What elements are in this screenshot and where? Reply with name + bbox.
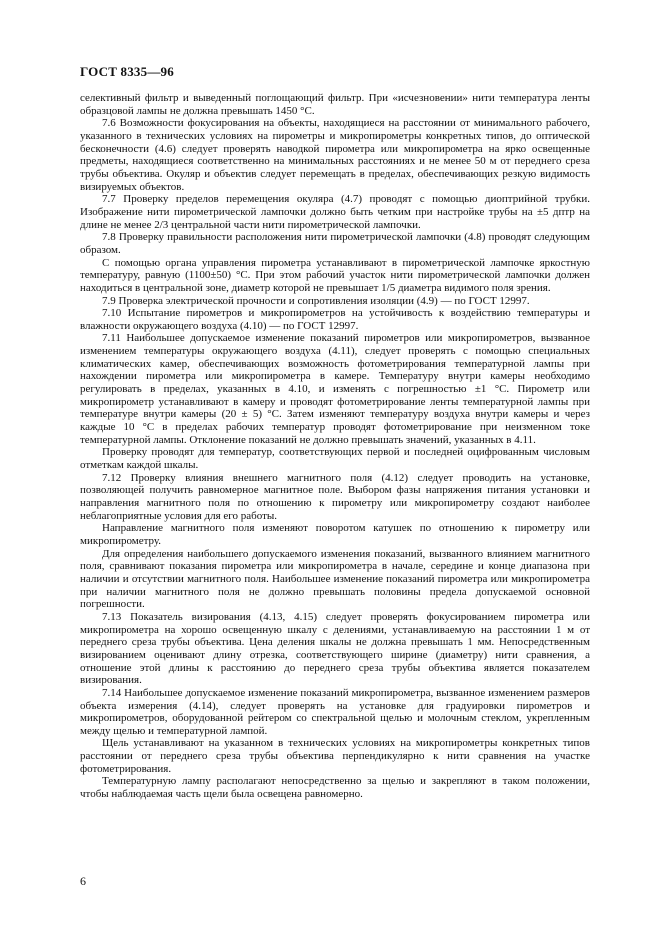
paragraph-7-11: 7.11 Наибольшее допускаемое изменение показаний пирометров или микропирометров, вызванное изменением температуры окружающего воздуха (4.11), следует проверять с помощью специальных климатических камер, обеспечивающих возможность фотометрирования температурной лампы при нахождении пирометра или микропирометра в камере. Температуру внутри камеры необходимо регулировать в пределах, указанных в 4.10, и изменять с погрешностью ±1 °С. Пирометр или микропирометр устанавливают в камеру и проводят фотометрирование ленты температурной лампы при температуре внутри камеры (20 ± 5) °С. Затем изменяют температуру воздуха внутри камеры и через каждые 10 °С в пределах рабочих температур проводят фотометрирование при неизменном токе температурной лампы. Отклонение показаний не должно превышать значений, указанных в 4.11. [80, 332, 590, 446]
paragraph-7-14-lamp: Температурную лампу располагают непосредственно за щелью и закрепляют в таком положении, чтобы наблюдаемая часть щели была освещена равномерно. [80, 775, 590, 801]
page-number: 6 [80, 874, 86, 888]
paragraph-7-14: 7.14 Наибольшее допускаемое изменение показаний микропирометра, вызванное изменением размеров объекта измерения (4.14), следует проверять на установке для градуировки пирометров и микропирометров, оборудованной рейтером со спектральной щелью и молочным стеклом, укрепленным между щелью и температурной лампой. [80, 686, 590, 737]
paragraph-7-9: 7.9 Проверка электрической прочности и сопротивления изоляции (4.9) — по ГОСТ 12997. [102, 294, 530, 307]
document-body [80, 92, 590, 801]
paragraph-continuation: селективный фильтр и выведенный поглощающий фильтр. При «исчезновении» нити температура ленты образцовой лампы не должна превышать 1450 °С. [80, 92, 590, 117]
paragraph-7-14-slit: Щель устанавливают на указанном в технических условиях на микропирометры конкретных типов расстоянии от переднего среза трубы объектива перпендикулярно к нити сравнения на участке фотометрирования. [80, 737, 590, 775]
paragraph-7-8: 7.8 Проверку правильности расположения нити пирометрической лампочки (4.8) проводят следующим образом. [80, 231, 590, 256]
paragraph-7-7: 7.7 Проверку пределов перемещения окуляра (4.7) проводят с помощью диоптрийной трубки. Изображение нити пирометрической лампочки должно быть четким при настройке трубы на ±5 дптр на длине не менее 2/3 центральной части нити пирометрической лампочки. [80, 193, 590, 231]
paragraph-7-12: 7.12 Проверку влияния внешнего магнитного поля (4.12) следует проводить на установке, позволяющей получить равномерное магнитное поле. Выбором фазы напряжения питания установки и направления магнитного поля по отношению к пирометру или микропирометру создают наиболее неблагоприятные условия для его работы. [80, 471, 590, 522]
paragraph-7-11-detail: Проверку проводят для температур, соответствующих первой и последней оцифрованным числовым отметкам каждой шкалы. [80, 446, 590, 472]
document-header: ГОСТ 8335—96 [80, 64, 174, 79]
paragraph-7-12-direction: Направление магнитного поля изменяют поворотом катушек по отношению к пирометру или микропирометру. [80, 522, 590, 547]
paragraph-7-13: 7.13 Показатель визирования (4.13, 4.15) следует проверять фокусированием пирометра или микропирометра на хорошо освещенную шкалу с делениями, устанавливаемую на расстоянии 1 м от переднего среза трубы объектива. Цена деления шкалы не должна превышать 1 мм. Непосредственным визированием оценивают длину отрезка, соответствующего ширине (диаметру) нити сравнения, а отношение этой длины к расстоянию до переднего среза трубы объектива является показателем визирования. [80, 610, 590, 687]
paragraph-7-6: 7.6 Возможности фокусирования на объекты, находящиеся на расстоянии от минимального рабочего, указанного в технических условиях на пирометры и микропирометры конкретных типов, до оптической бесконечности (4.6) следует проверять наводкой пирометра или микропирометра на ярко освещенные предметы, находящиеся соответственно на минимальных расстояниях и не менее 50 м от переднего среза трубы объектива. Окуляр и объектив следует перемещать в пределах, обеспечивающих резкую видимость визируемых объектов. [80, 117, 590, 193]
paragraph-7-12-detail: Для определения наибольшего допускаемого изменения показаний, вызванного влиянием магнитного поля, сравнивают показания пирометра или микропирометра в начале, середине и конце диапазона при наличии и отсутствии магнитного поля. Наибольшее изменение показаний пирометра или микропирометра при наличии магнитного поля не должно превышать половины предела допускаемой основной погрешности. [80, 547, 590, 611]
paragraph-7-8-detail: С помощью органа управления пирометра устанавливают в пирометрической лампочке яркостную температуру, равную (1100±50) °С. При этом рабочий участок нити пирометрической лампочки должен находиться в центральной зоне, диаметр которой не превышает 1/5 диаметра видимого поля зрения. [80, 256, 590, 294]
paragraph-7-10: 7.10 Испытание пирометров и микропирометров на устойчивость к воздействию температуры и влажности окружающего воздуха (4.10) — по ГОСТ 12997. [80, 307, 590, 332]
